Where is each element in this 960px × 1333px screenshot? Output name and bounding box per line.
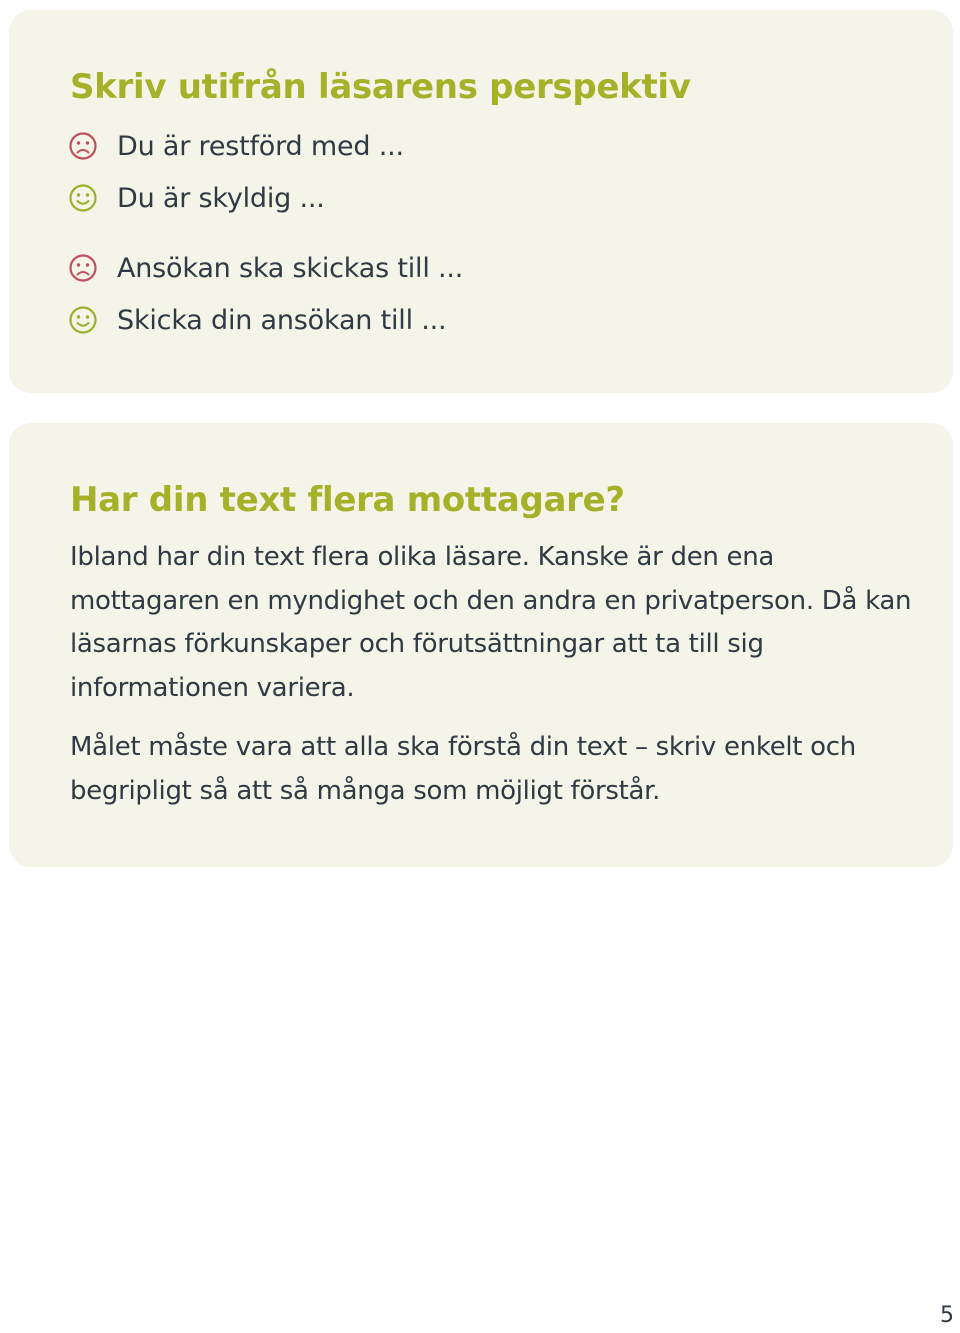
happy-face-icon (68, 305, 98, 335)
list-item-text: Du är restförd med ... (117, 130, 404, 162)
page-number: 5 (940, 1303, 954, 1328)
body-paragraph: Målet måste vara att alla ska förstå din text – skriv enkelt och begripligt så att så många som möjligt förstår. (70, 732, 856, 806)
perspective-box (9, 10, 953, 393)
list-item (68, 304, 446, 336)
list-item-text: Du är skyldig ... (117, 182, 325, 214)
list-item (68, 130, 404, 162)
list-item (68, 182, 325, 214)
sad-face-icon (68, 253, 98, 283)
list-item (68, 252, 463, 284)
happy-face-icon (68, 183, 98, 213)
list-item-text: Skicka din ansökan till ... (117, 304, 447, 336)
sad-face-icon (68, 131, 98, 161)
body-paragraph: Ibland har din text flera olika läsare. Kanske är den ena mottagaren en myndighet och den andra en privatperson. Då kan läsarnas förkunskaper och förutsättningar att ta till sig informationen variera. (70, 542, 912, 703)
section-heading: Skriv utifrån läsarens perspektiv (70, 67, 691, 107)
recipients-box (9, 423, 953, 867)
section-heading: Har din text flera mottagare? (70, 480, 625, 520)
list-item-text: Ansökan ska skickas till ... (117, 252, 464, 284)
